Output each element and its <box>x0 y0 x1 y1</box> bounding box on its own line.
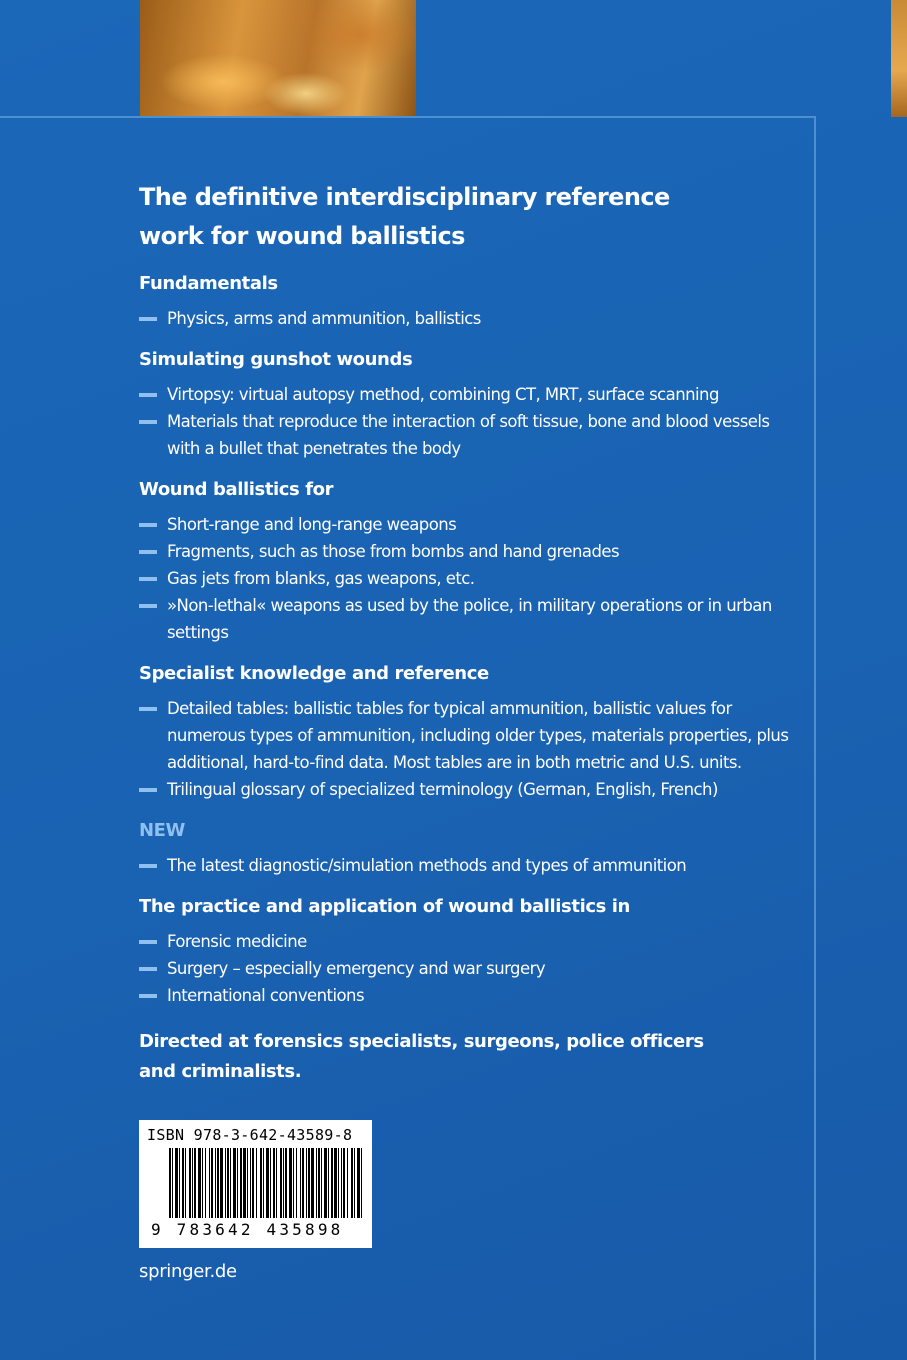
dash-bullet-icon <box>139 994 157 998</box>
dash-bullet-icon <box>139 604 157 608</box>
dash-bullet-icon <box>139 317 157 321</box>
list-item: Materials that reproduce the interaction of soft tissue, bone and blood vessels with a bullet that penetrates the body <box>139 408 799 462</box>
list-item: Fragments, such as those from bombs and hand grenades <box>139 538 799 565</box>
list-item: »Non-lethal« weapons as used by the police, in military operations or in urban settings <box>139 592 799 646</box>
cover-photo-edge <box>891 0 907 117</box>
section-fundamentals <box>139 272 799 332</box>
section-simulating <box>139 348 799 462</box>
section-title-new: NEW <box>139 820 186 841</box>
section-title: Simulating gunshot wounds <box>139 349 413 370</box>
audience-line-2: and criminalists. <box>139 1061 302 1082</box>
bullet-list <box>139 695 799 803</box>
isbn-label: ISBN 978-3-642-43589-8 <box>147 1126 353 1144</box>
section-practice <box>139 895 799 1009</box>
dash-bullet-icon <box>139 967 157 971</box>
bullet-list <box>139 381 799 462</box>
main-title <box>139 178 799 256</box>
dash-bullet-icon <box>139 393 157 397</box>
list-item: The latest diagnostic/simulation methods and types of ammunition <box>139 852 799 879</box>
list-item: Detailed tables: ballistic tables for typical ammunition, ballistic values for numerous types of ammunition, including older types, materials properties, plus additional, hard-to-find data. Most tables are in both metric and U.S. units. <box>139 695 799 776</box>
isbn-digits: 9 783642 435898 <box>151 1220 344 1239</box>
bullet-list <box>139 305 799 332</box>
section-title: Wound ballistics for <box>139 479 334 500</box>
dash-bullet-icon <box>139 940 157 944</box>
dash-bullet-icon <box>139 420 157 424</box>
dash-bullet-icon <box>139 707 157 711</box>
dash-bullet-icon <box>139 864 157 868</box>
audience-line-1: Directed at forensics specialists, surgeons, police officers <box>139 1031 704 1052</box>
dash-bullet-icon <box>139 523 157 527</box>
frame-line-right <box>814 116 816 1360</box>
section-new <box>139 819 799 879</box>
list-item: Virtopsy: virtual autopsy method, combining CT, MRT, surface scanning <box>139 381 799 408</box>
list-item: Surgery – especially emergency and war surgery <box>139 955 799 982</box>
section-specialist <box>139 662 799 803</box>
cover-photo <box>140 0 416 117</box>
list-item: Gas jets from blanks, gas weapons, etc. <box>139 565 799 592</box>
frame-line-top <box>0 116 816 118</box>
dash-bullet-icon <box>139 788 157 792</box>
list-item: Short-range and long-range weapons <box>139 511 799 538</box>
dash-bullet-icon <box>139 550 157 554</box>
section-wound-ballistics <box>139 478 799 646</box>
bullet-list <box>139 852 799 879</box>
audience-statement <box>139 1027 799 1087</box>
isbn-barcode <box>139 1120 372 1248</box>
main-title-line-1: The definitive interdisciplinary reference <box>139 183 670 211</box>
website-link[interactable]: springer.de <box>139 1261 237 1282</box>
section-title: The practice and application of wound ballistics in <box>139 896 630 917</box>
list-item: International conventions <box>139 982 799 1009</box>
main-title-line-2: work for wound ballistics <box>139 222 465 250</box>
list-item: Trilingual glossary of specialized terminology (German, English, French) <box>139 776 799 803</box>
section-title: Specialist knowledge and reference <box>139 663 489 684</box>
bullet-list <box>139 511 799 646</box>
dash-bullet-icon <box>139 577 157 581</box>
back-cover-text <box>139 178 799 1087</box>
list-item: Forensic medicine <box>139 928 799 955</box>
section-title: Fundamentals <box>139 273 278 294</box>
list-item: Physics, arms and ammunition, ballistics <box>139 305 799 332</box>
bullet-list <box>139 928 799 1009</box>
